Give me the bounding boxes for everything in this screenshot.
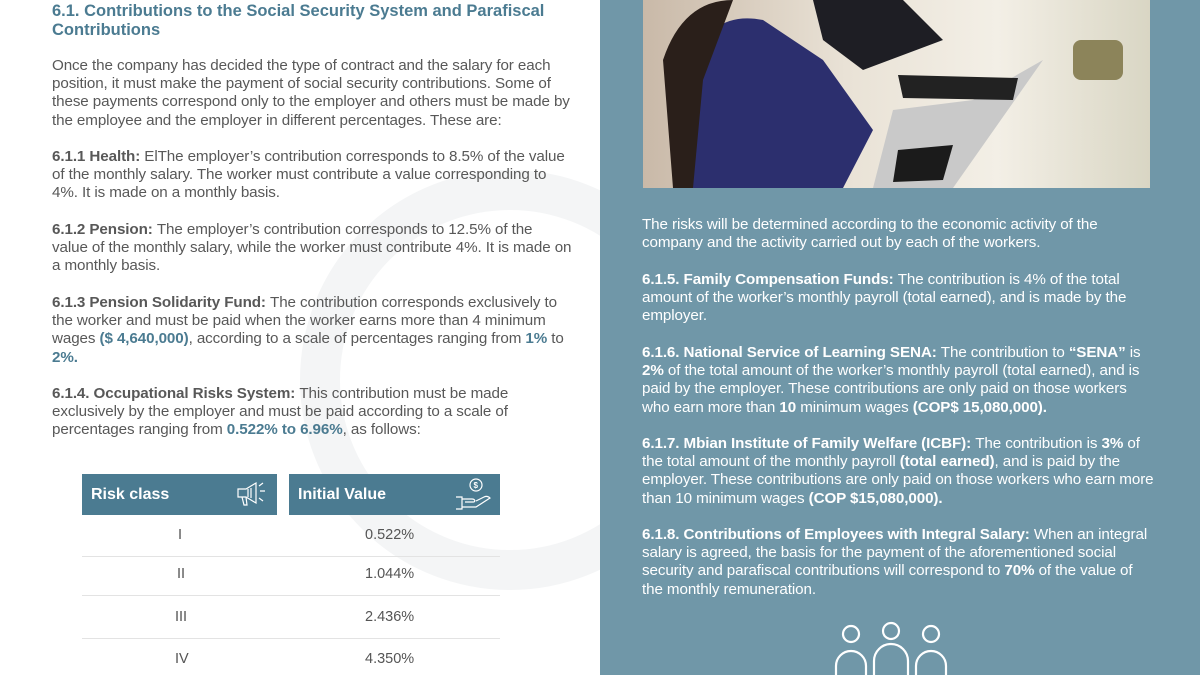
intro-paragraph — [52, 57, 572, 130]
paragraph-text: of the total amount of the monthly payroll — [642, 435, 1140, 471]
header-label: Risk class — [91, 486, 170, 503]
bold-text: 6.1.3 Pension Solidarity Fund: — [52, 294, 271, 311]
svg-text:$: $ — [473, 481, 478, 490]
paragraph-text: , as follows: — [342, 421, 421, 439]
paragraph-text: of the value of the monthly remuneration. — [642, 562, 1133, 598]
paragraph-text: , according to a scale of percentages ranging from — [188, 330, 526, 348]
bold-text: 70% — [1004, 562, 1035, 580]
bold-text: 6.1.2 Pension: — [52, 221, 157, 238]
risk-class-cell: I — [178, 527, 183, 543]
hand-holding-dollar-icon — [454, 477, 494, 513]
icbf-paragraph — [642, 435, 1157, 508]
pension-paragraph — [52, 221, 572, 276]
highlight-text: 0.522% to 6.96% — [226, 421, 343, 439]
bold-text: (total earned) — [899, 453, 995, 471]
table-row — [82, 554, 500, 596]
table-row — [82, 515, 500, 557]
bold-text: (COP $15,080,000). — [808, 489, 943, 507]
paragraph-text: The employer’s contribution corresponds to 12.5% of the value of the monthly salary, while the worker must contribute 4%. It is made on a monthly basis. — [52, 221, 572, 275]
health-paragraph — [52, 148, 572, 203]
bold-text: 3% — [1101, 435, 1124, 452]
paragraph-text: minimum wages — [796, 398, 913, 416]
occupational-risks-paragraph — [52, 385, 572, 440]
bold-text: 6.1.4. Occupational Risks System: — [52, 385, 300, 402]
paragraph-text: The risks will be determined according to the economic activity of the company and the activity carried out by each of the workers. — [642, 216, 1098, 252]
sena-paragraph — [642, 344, 1157, 417]
paragraph-text: ElThe employer’s contribution corresponds to 8.5% of the value of the monthly salary. The worker must contribute a value corresponding to 4%. It is made on a monthly basis. — [52, 148, 565, 202]
office-photo — [643, 0, 1150, 188]
table-row — [82, 639, 500, 675]
header-initial-value — [289, 474, 500, 515]
bold-text: 10 — [779, 398, 797, 416]
bold-text: 6.1.6. National Service of Learning SENA: — [642, 344, 941, 361]
people-group-icon — [834, 620, 948, 676]
bold-text: 6.1.1 Health: — [52, 148, 145, 165]
value-cell: 1.044% — [365, 566, 415, 582]
integral-salary-paragraph — [642, 526, 1157, 599]
value-cell: 4.350% — [365, 651, 415, 667]
paragraph-text: The contribution corresponds exclusively to the worker and must be paid when the worker earns more than 4 minimum wages — [52, 294, 557, 348]
paragraph-text: , and is paid by the employer. These contributions are only paid on those workers who earn more than 10 minimum wages — [642, 453, 1154, 507]
paragraph-text: The contribution to — [940, 344, 1069, 361]
megaphone-icon — [235, 481, 269, 507]
bold-text: 6.1.8. Contributions of Employees with Integral Salary: — [642, 526, 1034, 543]
bold-text: 6.1.5. Family Compensation Funds: — [642, 271, 898, 288]
risk-class-cell: II — [177, 566, 186, 582]
highlight-text: ($ 4,640,000) — [99, 330, 189, 348]
paragraph-text: of the total amount of the worker’s monthly payroll (total earned), and is paid by the employer. These contributions are only paid on those workers who earn more than — [642, 362, 1140, 416]
header-risk-class — [82, 474, 277, 515]
risk-class-cell: III — [175, 609, 188, 625]
paragraph-text: is — [1125, 344, 1141, 361]
section-title: 6.1. Contributions to the Social Security System and Parafiscal Contributions — [52, 2, 545, 39]
highlight-text: 2%. — [52, 348, 78, 366]
risks-paragraph — [642, 216, 1157, 252]
paragraph-text: to — [547, 330, 564, 348]
paragraph-text: Once the company has decided the type of contract and the salary for each position, it must make the payment of social security contributions. Some of these payments correspond only to the employer and others must be made by the employee and the employer in different percentages. These are: — [52, 57, 570, 129]
bold-text: 6.1.7. Mbian Institute of Family Welfare (ICBF): — [642, 435, 976, 452]
left-page — [0, 0, 600, 675]
right-panel — [600, 0, 1200, 675]
value-cell: 2.436% — [365, 609, 415, 625]
bold-text: (COP$ 15,080,000). — [912, 398, 1047, 416]
bold-text: “SENA” — [1068, 344, 1126, 361]
header-label: Initial Value — [298, 486, 387, 503]
bold-text: 2% — [642, 362, 664, 380]
solidarity-fund-paragraph — [52, 294, 572, 367]
family-compensation-paragraph — [642, 271, 1157, 326]
paragraph-text: The contribution is — [975, 435, 1102, 452]
table-row — [82, 597, 500, 639]
paragraph-text: When an integral salary is agreed, the basis for the payment of the aforementioned social security and parafiscal contributions will correspond to — [642, 526, 1148, 580]
risk-class-cell: IV — [175, 651, 189, 667]
value-cell: 0.522% — [365, 527, 415, 543]
paragraph-text: The contribution is 4% of the total amount of the worker’s monthly payroll (total earned), and is made by the employer. — [642, 271, 1127, 325]
highlight-text: 1% — [525, 330, 548, 348]
paragraph-text: This contribution must be made exclusively by the employer and must be paid according to a scale of percentages ranging from — [52, 385, 509, 439]
